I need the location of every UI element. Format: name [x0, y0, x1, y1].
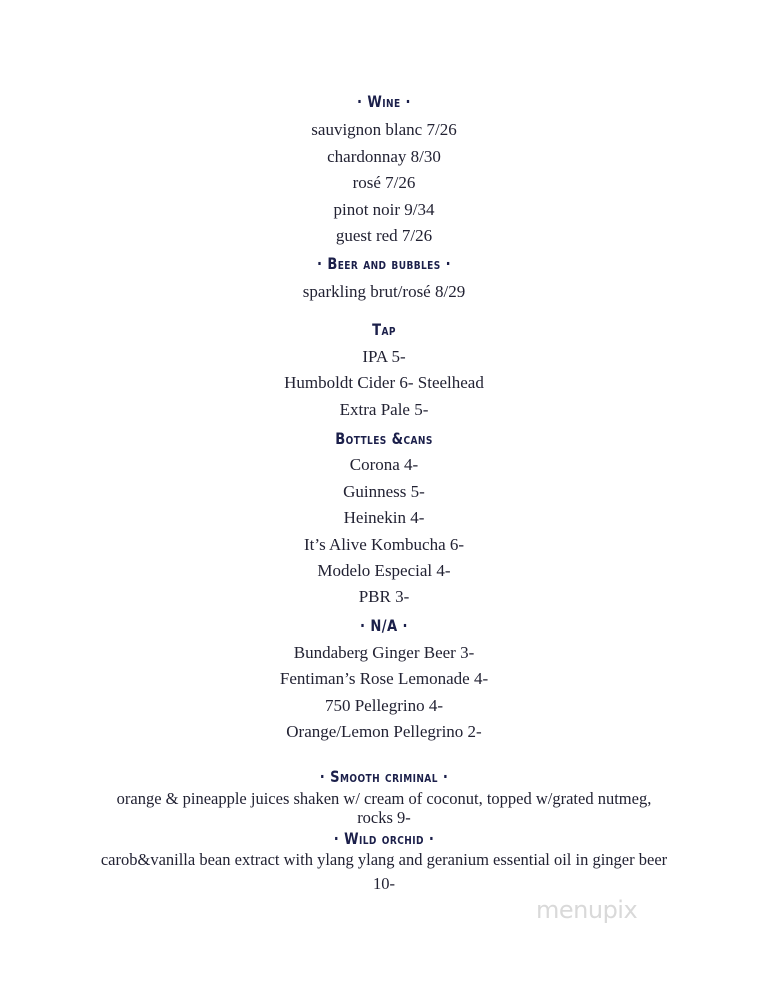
smooth-criminal-description: orange & pineapple juices shaken w/ cream of coconut, topped w/grated nutmeg, [116, 789, 652, 808]
wild-orchid-description: carob&vanilla bean extract with ylang ylang and geranium essential oil in ginger beer [100, 850, 668, 869]
na-heading: · N/A · [360, 616, 408, 635]
beer-bubbles-item: sparkling brut/rosé 8/29 [302, 282, 466, 301]
beer-bubbles-heading: · Beer and bubbles · [316, 254, 452, 273]
wild-orchid-price: 10- [373, 874, 395, 893]
tap-item: Humboldt Cider 6- Steelhead [284, 373, 484, 392]
na-item: Orange/Lemon Pellegrino 2- [286, 722, 482, 741]
wine-item: pinot noir 9/34 [333, 200, 435, 219]
na-item: Fentiman’s Rose Lemonade 4- [279, 669, 489, 688]
smooth-criminal-price: rocks 9- [357, 808, 411, 827]
bottles-cans-item: Corona 4- [349, 455, 419, 474]
smooth-criminal-heading: · Smooth criminal · [319, 767, 449, 786]
wine-item: sauvignon blanc 7/26 [311, 120, 457, 139]
wine-item: rosé 7/26 [352, 173, 416, 192]
wine-heading: · Wine · [357, 92, 411, 111]
bottles-cans-item: Modelo Especial 4- [317, 561, 451, 580]
wine-item: chardonnay 8/30 [327, 147, 441, 166]
tap-heading: Tap [372, 320, 396, 339]
na-item: Bundaberg Ginger Beer 3- [293, 643, 475, 662]
wine-item: guest red 7/26 [335, 226, 433, 245]
bottles-cans-item: Guinness 5- [343, 482, 425, 501]
bottles-cans-item: It’s Alive Kombucha 6- [303, 535, 465, 554]
menupix-watermark: menupix [536, 896, 638, 924]
tap-item: IPA 5- [362, 347, 406, 366]
bottles-cans-item: PBR 3- [358, 587, 410, 606]
na-item: 750 Pellegrino 4- [324, 696, 444, 715]
wild-orchid-heading: · Wild orchid · [333, 829, 435, 848]
bottles-cans-item: Heinekin 4- [343, 508, 425, 527]
tap-item: Extra Pale 5- [339, 400, 429, 419]
bottles-cans-heading: Bottles &cans [335, 429, 433, 448]
